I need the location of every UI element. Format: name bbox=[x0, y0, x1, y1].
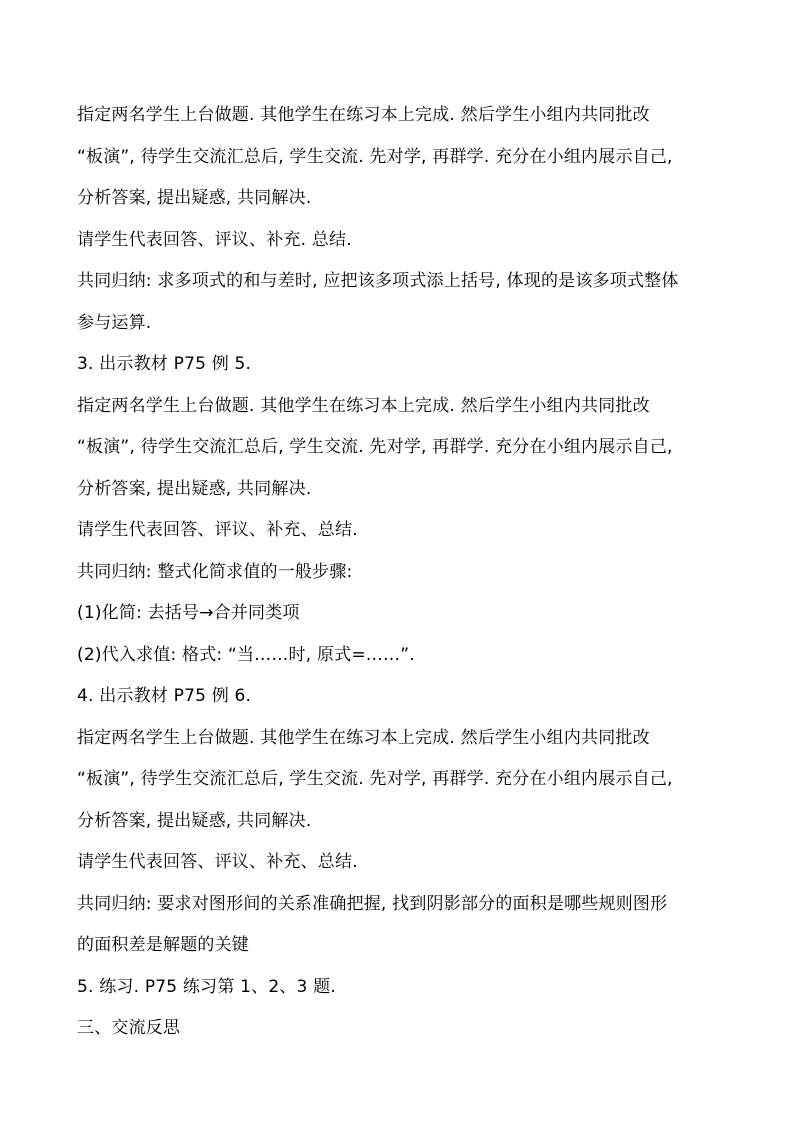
section-heading: 3. 出示教材 P75 例 5. bbox=[77, 354, 252, 374]
text-line: (2)代入求值: 格式: “当……时, 原式=……”. bbox=[77, 645, 415, 665]
text-line: 分析答案, 提出疑惑, 共同解决. bbox=[77, 811, 312, 831]
text-line: 分析答案, 提出疑惑, 共同解决. bbox=[77, 479, 312, 499]
section-heading: 4. 出示教材 P75 例 6. bbox=[77, 686, 252, 706]
text-line: 指定两名学生上台做题. 其他学生在练习本上完成. 然后学生小组内共同批改 bbox=[77, 728, 650, 748]
text-line: 指定两名学生上台做题. 其他学生在练习本上完成. 然后学生小组内共同批改 bbox=[77, 396, 650, 416]
text-line: 共同归纳: 整式化简求值的一般步骤: bbox=[77, 562, 353, 582]
text-line: “板演”, 待学生交流汇总后, 学生交流. 先对学, 再群学. 充分在小组内展示自己, bbox=[77, 147, 673, 167]
text-line: 的面积差是解题的关键 bbox=[77, 935, 249, 955]
text-line: (1)化简: 去括号→合并同类项 bbox=[77, 603, 300, 623]
text-line: 共同归纳: 要求对图形间的关系准确把握, 找到阴影部分的面积是哪些规则图形 bbox=[77, 894, 668, 914]
text-line: 请学生代表回答、评议、补充、总结. bbox=[77, 852, 358, 872]
section-heading: 5. 练习. P75 练习第 1、2、3 题. bbox=[77, 977, 336, 997]
text-line: “板演”, 待学生交流汇总后, 学生交流. 先对学, 再群学. 充分在小组内展示自己, bbox=[77, 437, 673, 457]
text-line: 请学生代表回答、评议、补充、总结. bbox=[77, 520, 358, 540]
section-heading: 三、交流反思 bbox=[77, 1018, 181, 1038]
text-line: 请学生代表回答、评议、补充. 总结. bbox=[77, 230, 352, 250]
text-line: 参与运算. bbox=[77, 313, 152, 333]
text-line: 分析答案, 提出疑惑, 共同解决. bbox=[77, 188, 312, 208]
text-line: 共同归纳: 求多项式的和与差时, 应把该多项式添上括号, 体现的是该多项式整体 bbox=[77, 271, 679, 291]
text-line: 指定两名学生上台做题. 其他学生在练习本上完成. 然后学生小组内共同批改 bbox=[77, 105, 650, 125]
text-line: “板演”, 待学生交流汇总后, 学生交流. 先对学, 再群学. 充分在小组内展示自己, bbox=[77, 769, 673, 789]
